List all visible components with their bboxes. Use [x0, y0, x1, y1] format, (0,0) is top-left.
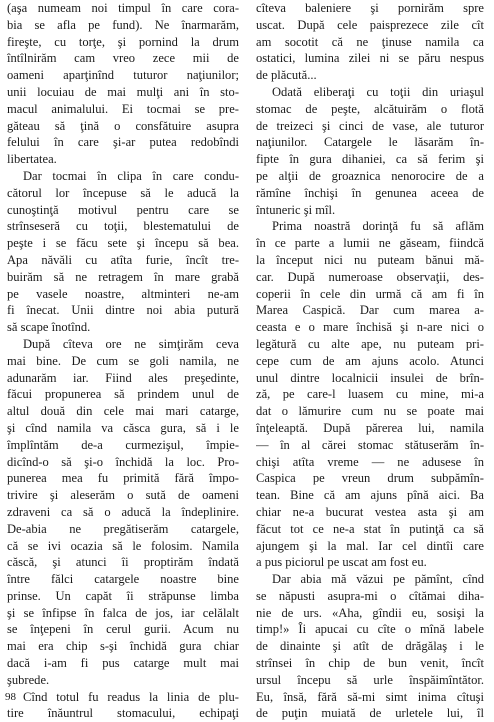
text-line: zdraveni ca să o aducă la îndeplinire. — [7, 504, 239, 519]
text-line: dat o lămurire cum nu se poate mai — [256, 404, 484, 419]
text-line: punerea mea fu primită fără împo- — [7, 471, 239, 486]
text-line: stomac de peşte, alcătuirăm o flotă — [256, 101, 484, 116]
text-line: între fălci catargele noastre bine — [7, 572, 239, 587]
text-line: înţeleaptă. După părerea lui, namila — [256, 420, 484, 435]
text-line: unul dintre localnicii insulei de brîn- — [256, 370, 484, 385]
text-line: pe vasele noastre, altminteri ne-am — [7, 286, 239, 301]
text-line: buirăm să ne retragem în mare grabă — [7, 269, 239, 284]
left-text-column — [7, 0, 239, 722]
text-line: După cîteva ore ne simţirăm ceva — [23, 336, 239, 351]
text-line: fireşte, cu torţe, şi pornind la drum — [7, 34, 239, 49]
text-line: naţiunilor. Catargele le lăsarăm în- — [256, 135, 484, 150]
text-line: Dar tocmai în clipa în care condu- — [23, 168, 239, 183]
page-number: 98 — [5, 691, 16, 703]
text-line: făcut tot ce ne-a stat în putinţă ca să — [256, 521, 484, 536]
text-line: peşte i se făcu sete şi începu să bea. — [7, 236, 239, 251]
text-line: mai bine. De cum se goli namila, ne — [7, 353, 239, 368]
text-line: Apa năvăli cu atîta furie, încît tre- — [7, 252, 239, 267]
text-line: Odată eliberaţi cu toţii din uriaşul — [272, 84, 484, 99]
text-line: a pus piciorul pe uscat am fost eu. — [256, 555, 427, 570]
text-line: (aşa numeam noi timpul în care cora- — [7, 1, 239, 15]
text-line: Marea Caspică. Dar cum marea a- — [256, 303, 484, 318]
text-line: trivire şi aleserăm o sută de oameni — [7, 488, 239, 503]
text-line: ză, pe care-l luasem cu mine, mi-a — [256, 387, 484, 402]
text-line: felului în care şi-ar putea redobîndi — [7, 135, 239, 150]
text-line: în ce parte a lumii ne găseam, fiindcă — [256, 236, 484, 251]
text-line: ursul începu să urle înspăimîntător. — [256, 672, 484, 687]
text-line: de dinainte şi atît de drăgălaş i le — [256, 639, 484, 654]
text-line: împlîntăm de-a curmezişul, împie- — [7, 437, 239, 452]
text-line: tean. Bine că am ajuns pînă aici. Ba — [256, 488, 484, 503]
text-line: chiar ne-a bucurat vestea asta şi am — [256, 504, 484, 519]
text-line: şi se înfipse în falca de jos, iar celălalt — [7, 605, 239, 620]
text-line: legătură cu alte ape, nu puteam pri- — [256, 336, 484, 351]
text-line: unii locuiau de mai mulţi ani în sto- — [7, 84, 239, 99]
text-line: dicînd-o să şi-o închidă la loc. Pro- — [7, 454, 239, 469]
text-line: să scape înotînd. — [7, 320, 91, 335]
text-line: Caspica pe vreun drum subpămîn- — [256, 471, 484, 486]
text-line: pe alţii de groaznica nenorocire de a — [256, 168, 484, 183]
text-line: coperii în cele din urmă că am fi în — [256, 286, 484, 301]
text-line: timp!» Îi apucai cu cîte o mînă labele — [256, 622, 484, 637]
text-line: şubrede. — [7, 672, 50, 687]
text-line: că se ivi ocazia să le folosim. Namila — [7, 538, 239, 553]
text-line: cunoştinţă motivul pentru care se — [7, 202, 239, 217]
text-line: de treizeci şi cinci de vase, ale tuturor — [256, 118, 484, 133]
text-line: ostatici, lumina zilei ni se păru nespus — [256, 51, 484, 66]
text-line: găteau să ţină o consfătuire asupra — [7, 118, 239, 133]
text-line: la început nici nu puteam bănui mă- — [256, 252, 484, 267]
text-line: fipte în gura dihaniei, ca să ferim şi — [256, 152, 484, 167]
text-line: făcui propunerea să prindem unul de — [7, 387, 239, 402]
text-line: libertatea. — [7, 152, 57, 167]
text-line: am socotit că ne ţinuse namila ca — [256, 34, 484, 49]
right-text-column — [256, 0, 484, 722]
text-line: altul două din cele mai mari catarge, — [7, 404, 239, 419]
text-line: — în al cărei stomac stătuserăm în- — [256, 437, 484, 452]
text-line: uscat. După cele paisprezece zile cît — [256, 17, 484, 32]
text-line: nie de urs. «Aha, gîndii eu, sosişi la — [256, 605, 484, 620]
text-line: cătorul lor începuse să le aducă la — [7, 185, 239, 200]
text-line: cepe cum de am ajuns acolo. Atunci — [256, 353, 484, 368]
text-line: strînsei în chip de bun venit, încît — [256, 656, 484, 671]
text-line: fi înecat. Unii dintre noi abia putură — [7, 303, 239, 318]
text-line: căscă, şi atunci îi proptirăm îndată — [7, 555, 239, 570]
text-line: tire înăuntrul stomacului, echipaţi — [7, 706, 239, 721]
text-line: strînseseră cu toţii, blestematului de — [7, 219, 239, 234]
text-line: întuneric şi mîl. — [256, 202, 336, 217]
text-line: Eu, însă, fără să-mi simt inima cîtuşi — [256, 689, 484, 704]
text-line: Prima noastră dorinţă fu să aflăm — [272, 219, 484, 234]
text-line: prinse. Un capăt îi străpunse limba — [7, 588, 239, 603]
text-line: rămîne închişi în genunea aceea de — [256, 185, 484, 200]
text-line: cîteva baleniere şi pornirăm spre — [256, 1, 484, 15]
text-line: chişi atîta vreme — ne adusese în — [256, 454, 484, 469]
text-line: Cînd totul fu readus la linia de plu- — [23, 689, 239, 704]
text-line: ajungem şi la mal. Iar cel dintîi care — [256, 538, 484, 553]
text-line: de plăcută... — [256, 68, 317, 83]
text-line: întîlnirăm cam vreo zece mii de — [7, 51, 239, 66]
text-line: macul animalului. Ei tocmai se pre- — [7, 101, 239, 116]
text-line: De-abia ne pregătiserăm catargele, — [7, 521, 239, 536]
text-line: bia se afla pe fund). Ne înarmarăm, — [7, 17, 239, 32]
text-line: de puţin muiată de urletele lui, îl — [256, 706, 484, 721]
text-line: Dar abia mă văzui pe pămînt, cînd — [272, 572, 484, 587]
text-line: mai era chip s-şi închidă gura chiar — [7, 639, 239, 654]
text-line: şi cînd namila va căsca gura, să i le — [7, 420, 239, 435]
text-line: dacă i-am fi pus catarge mult mai — [7, 656, 239, 671]
text-line: oameni aparţinînd tuturor naţiunilor; — [7, 68, 239, 83]
text-line: ceasta e o mare închisă şi n-are nici o — [256, 320, 484, 335]
text-line: car. După numeroase observaţii, des- — [256, 269, 484, 284]
text-line: adunarăm iar. Fiind ales preşedinte, — [7, 370, 239, 385]
text-line: se năpusti asupra-mi o cîtămai diha- — [256, 588, 484, 603]
text-line: se înţepeni în cerul gurii. Acum nu — [7, 622, 239, 637]
